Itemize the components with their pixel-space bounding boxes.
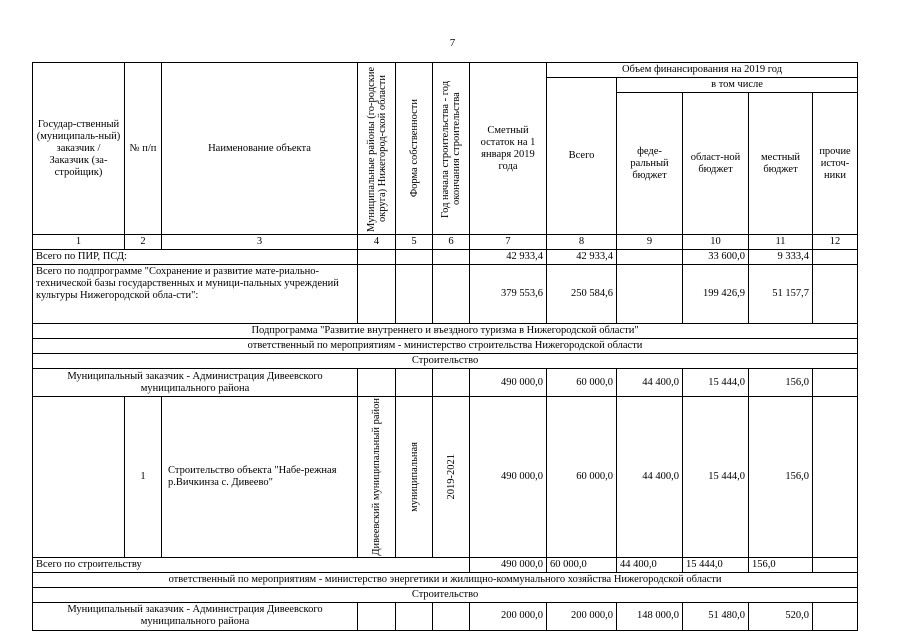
cell-other (813, 369, 858, 397)
col-number: 1 (33, 235, 125, 250)
col-number: 3 (162, 235, 358, 250)
cell-object-name: Строительство объекта "Набе-режная р.Вичкинза с. Дивеево" (162, 397, 358, 558)
header-federal: феде-ральный бюджет (617, 93, 683, 235)
cell-local: 9 333,4 (749, 250, 813, 265)
cell-estimate: 200 000,0 (470, 602, 547, 630)
col-number: 11 (749, 235, 813, 250)
cell-ownership: муниципальная (396, 397, 433, 558)
table-row-customer (33, 369, 858, 397)
col-number: 9 (617, 235, 683, 250)
cell-other (813, 397, 858, 558)
table-row-pir-total (33, 250, 858, 265)
cell-federal: 44 400,0 (617, 369, 683, 397)
table-row-construction-total (33, 557, 858, 572)
col-number: 6 (433, 235, 470, 250)
header-total: Всего (547, 78, 617, 235)
header-estimate: Сметный остаток на 1 января 2019 года (470, 63, 547, 235)
cell-total: 60 000,0 (547, 557, 617, 572)
row-label: Муниципальный заказчик - Администрация Дивеевского муниципального района (33, 602, 358, 630)
header-regional: област-ной бюджет (683, 93, 749, 235)
cell-federal: 44 400,0 (617, 557, 683, 572)
cell-num: 1 (125, 397, 162, 558)
responsible-ministry: ответственный по мероприятиям - министерство энергетики и жилищно-коммунального хозяйства Нижегородской области (33, 572, 858, 587)
financing-table (32, 62, 858, 631)
cell-estimate: 379 553,6 (470, 265, 547, 324)
column-numbers-row (33, 235, 858, 250)
header-object-name: Наименование объекта (162, 63, 358, 235)
col-number: 8 (547, 235, 617, 250)
header-years: Год начала строительства - год окончания строительства (433, 63, 470, 235)
cell-local: 156,0 (749, 397, 813, 558)
cell-estimate: 490 000,0 (470, 397, 547, 558)
section-construction: Строительство (33, 354, 858, 369)
row-label: Муниципальный заказчик - Администрация Дивеевского муниципального района (33, 369, 358, 397)
cell-regional: 15 444,0 (683, 369, 749, 397)
cell-total: 250 584,6 (547, 265, 617, 324)
col-number: 2 (125, 235, 162, 250)
cell-local: 156,0 (749, 369, 813, 397)
cell-other (813, 602, 858, 630)
cell-local: 520,0 (749, 602, 813, 630)
header-num: № п/п (125, 63, 162, 235)
cell-regional: 199 426,9 (683, 265, 749, 324)
cell-regional: 15 444,0 (683, 557, 749, 572)
row-label: Всего по ПИР, ПСД: (33, 250, 358, 265)
col-number: 5 (396, 235, 433, 250)
cell-total: 60 000,0 (547, 369, 617, 397)
col-number: 10 (683, 235, 749, 250)
cell-years: 2019-2021 (433, 397, 470, 558)
table-row-subprogram-total (33, 265, 858, 324)
section-construction: Строительство (33, 587, 858, 602)
cell-estimate: 490 000,0 (470, 369, 547, 397)
cell-federal: 148 000,0 (617, 602, 683, 630)
page-number: 7 (449, 37, 456, 49)
cell-regional: 15 444,0 (683, 397, 749, 558)
cell-local: 156,0 (749, 557, 813, 572)
row-label: Всего по строительству (33, 557, 470, 572)
cell-federal (617, 265, 683, 324)
responsible-ministry: ответственный по мероприятиям - министерство строительства Нижегородской области (33, 339, 858, 354)
header-districts: Муниципальные районы (го-родские округа) Нижегород-ской области (358, 63, 396, 235)
cell-regional: 33 600,0 (683, 250, 749, 265)
cell-federal (617, 250, 683, 265)
cell-other (813, 265, 858, 324)
cell-local: 51 157,7 (749, 265, 813, 324)
header-local: местный бюджет (749, 93, 813, 235)
table-row-object (33, 397, 858, 558)
header-customer: Государ-ственный (муниципаль-ный) заказчик / Заказчик (за-стройщик) (33, 63, 125, 235)
cell-estimate: 490 000,0 (470, 557, 547, 572)
cell-other (813, 557, 858, 572)
cell-regional: 51 480,0 (683, 602, 749, 630)
subprogram-title: Подпрограмма "Развитие внутреннего и въездного туризма в Нижегородской области" (33, 324, 858, 339)
header-including: в том числе (617, 78, 858, 93)
header-financing: Объем финансирования на 2019 год (547, 63, 858, 78)
cell-district: Дивеевский муниципальный район (358, 397, 396, 558)
cell-other (813, 250, 858, 265)
table-row-customer (33, 602, 858, 630)
cell-federal: 44 400,0 (617, 397, 683, 558)
col-number: 7 (470, 235, 547, 250)
cell-total: 42 933,4 (547, 250, 617, 265)
col-number: 4 (358, 235, 396, 250)
row-label: Всего по подпрограмме "Сохранение и развитие мате-риально-технической базы государственных и муници-пальных учреждений культуры Нижегородской обла-сти": (33, 265, 358, 324)
cell-total: 60 000,0 (547, 397, 617, 558)
col-number: 12 (813, 235, 858, 250)
header-other: прочие источ-ники (813, 93, 858, 235)
header-ownership: Форма собственности (396, 63, 433, 235)
cell-total: 200 000,0 (547, 602, 617, 630)
cell-estimate: 42 933,4 (470, 250, 547, 265)
